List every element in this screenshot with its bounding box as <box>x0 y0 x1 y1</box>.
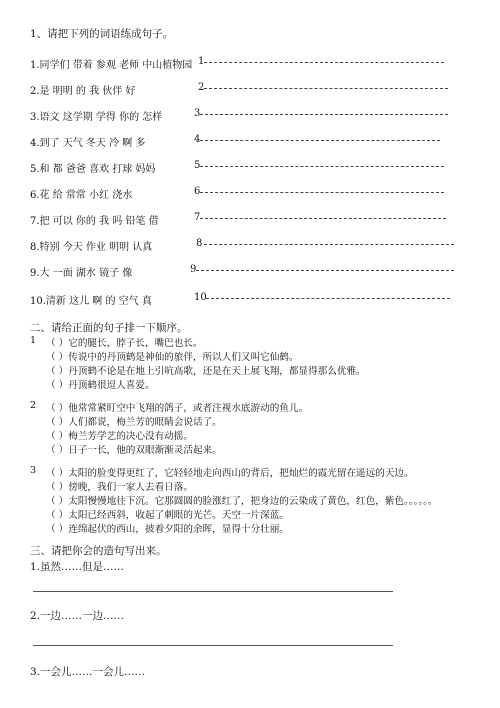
answer-number: 5 <box>194 160 201 171</box>
answer-number: 4 <box>194 134 201 145</box>
group-number: 1 <box>30 335 37 346</box>
ordering-sentence: （ ）太阳已经西斜，收起了刺眼的光芒。天空一片深蓝。 <box>46 510 289 521</box>
word-row-words: 9.大 一面 湖水 镜子 像 <box>30 268 133 279</box>
section-3-title: 三、请把你会的造句写出来。 <box>30 545 167 557</box>
sentence-prompt-1: 1.虽然……但是…… <box>30 561 125 573</box>
answer-number: 3 <box>194 108 201 119</box>
answer-line[interactable] <box>200 192 444 193</box>
answer-line[interactable] <box>200 166 444 167</box>
ordering-sentence: （ ）梅兰芳学艺的决心没有动摇。 <box>46 431 193 442</box>
ordering-sentence: （ ）丹顶鹤很逗人喜爱。 <box>46 380 155 391</box>
word-row-words: 3.语文 这学期 学得 你的 怎样 <box>30 112 163 123</box>
section-1-title: 1、请把下列的词语练成句子。 <box>30 28 174 40</box>
word-row <box>30 160 201 175</box>
answer-line[interactable] <box>196 270 454 271</box>
answer-line[interactable] <box>206 298 450 299</box>
ordering-sentence: （ ）日子一长，他的双眼渐渐灵活起来。 <box>46 445 222 456</box>
answer-line-1[interactable] <box>33 591 393 592</box>
word-row <box>30 238 203 253</box>
group-number: 3 <box>30 465 37 476</box>
ordering-sentence: （ ）他常常紧盯空中飞翔的鸽子，或者注视水底游动的鱼儿。 <box>46 403 309 414</box>
word-row-words: 7.把 可以 你的 我 吗 铅笔 借 <box>30 216 159 227</box>
word-row-words: 10.清新 这儿 啊 的 空气 真 <box>30 296 152 307</box>
answer-line[interactable] <box>204 244 454 245</box>
word-row <box>30 292 207 307</box>
ordering-sentence: （ ）丹顶鹤不论是在地上引吭高歌，还是在天上展飞翔，都显得那么优雅。 <box>46 366 366 377</box>
section-2-title: 二、请给正面的句子排一下顺序。 <box>30 322 188 334</box>
sentence-prompt-2: 2.一边……一边…… <box>30 610 125 622</box>
word-row <box>30 82 205 97</box>
word-row <box>30 212 201 227</box>
ordering-sentence: （ ）太阳的脸变得更红了，它轻轻地走向西山的背后，把灿烂的霞光留在遥远的天边。 <box>46 468 414 479</box>
answer-number: 1 <box>198 56 205 67</box>
answer-line[interactable] <box>200 140 440 141</box>
word-row <box>30 134 201 149</box>
word-row <box>30 56 205 71</box>
word-row-words: 8.特别 今天 作业 明明 认真 <box>30 242 153 253</box>
word-row <box>30 108 201 123</box>
answer-line[interactable] <box>204 62 444 63</box>
answer-number: 6 <box>194 186 201 197</box>
answer-number: 10 <box>194 292 207 303</box>
answer-number: 8 <box>196 238 203 249</box>
answer-number: 2 <box>198 82 205 93</box>
word-row <box>30 264 197 279</box>
word-row-words: 4.到了 天气 冬天 冷 啊 多 <box>30 138 146 149</box>
answer-number: 7 <box>194 212 201 223</box>
ordering-sentence: （ ）人们都说，梅兰芳的眼睛会说话了。 <box>46 417 222 428</box>
ordering-sentence: （ ）传说中的丹顶鹤是神仙的旅伴，所以人们又叫它仙鹤。 <box>46 352 299 363</box>
ordering-sentence: （ ）太阳慢慢地往下沉。它那圆圆的脸涨红了，把身边的云染成了黄色，红色，紫色。。。。。。 <box>46 496 438 507</box>
ordering-sentence: （ ）连绵起伏的西山，披着夕阳的余晖，显得十分壮丽。 <box>46 524 289 535</box>
word-row-words: 2.是 明明 的 我 伙伴 好 <box>30 86 136 97</box>
answer-line[interactable] <box>204 88 448 89</box>
word-row-words: 1.同学们 带着 参观 老师 中山植物园 <box>30 60 193 71</box>
sentence-prompt-3: 3.一会儿……一会儿…… <box>30 666 146 678</box>
answer-line[interactable] <box>200 114 448 115</box>
group-number: 2 <box>30 400 37 411</box>
word-row <box>30 186 201 201</box>
answer-number: 9 <box>190 264 197 275</box>
word-row-words: 6.花 给 常常 小红 浇水 <box>30 190 133 201</box>
ordering-sentence: （ ）傍晚，我们一家人去看日落。 <box>46 482 193 493</box>
ordering-sentence: （ ）它的腿长，脖子长，嘴巴也长。 <box>46 338 203 349</box>
word-row-words: 5.和 都 爸爸 喜欢 打球 妈妈 <box>30 164 156 175</box>
answer-line[interactable] <box>200 218 446 219</box>
answer-line-2[interactable] <box>33 645 393 646</box>
